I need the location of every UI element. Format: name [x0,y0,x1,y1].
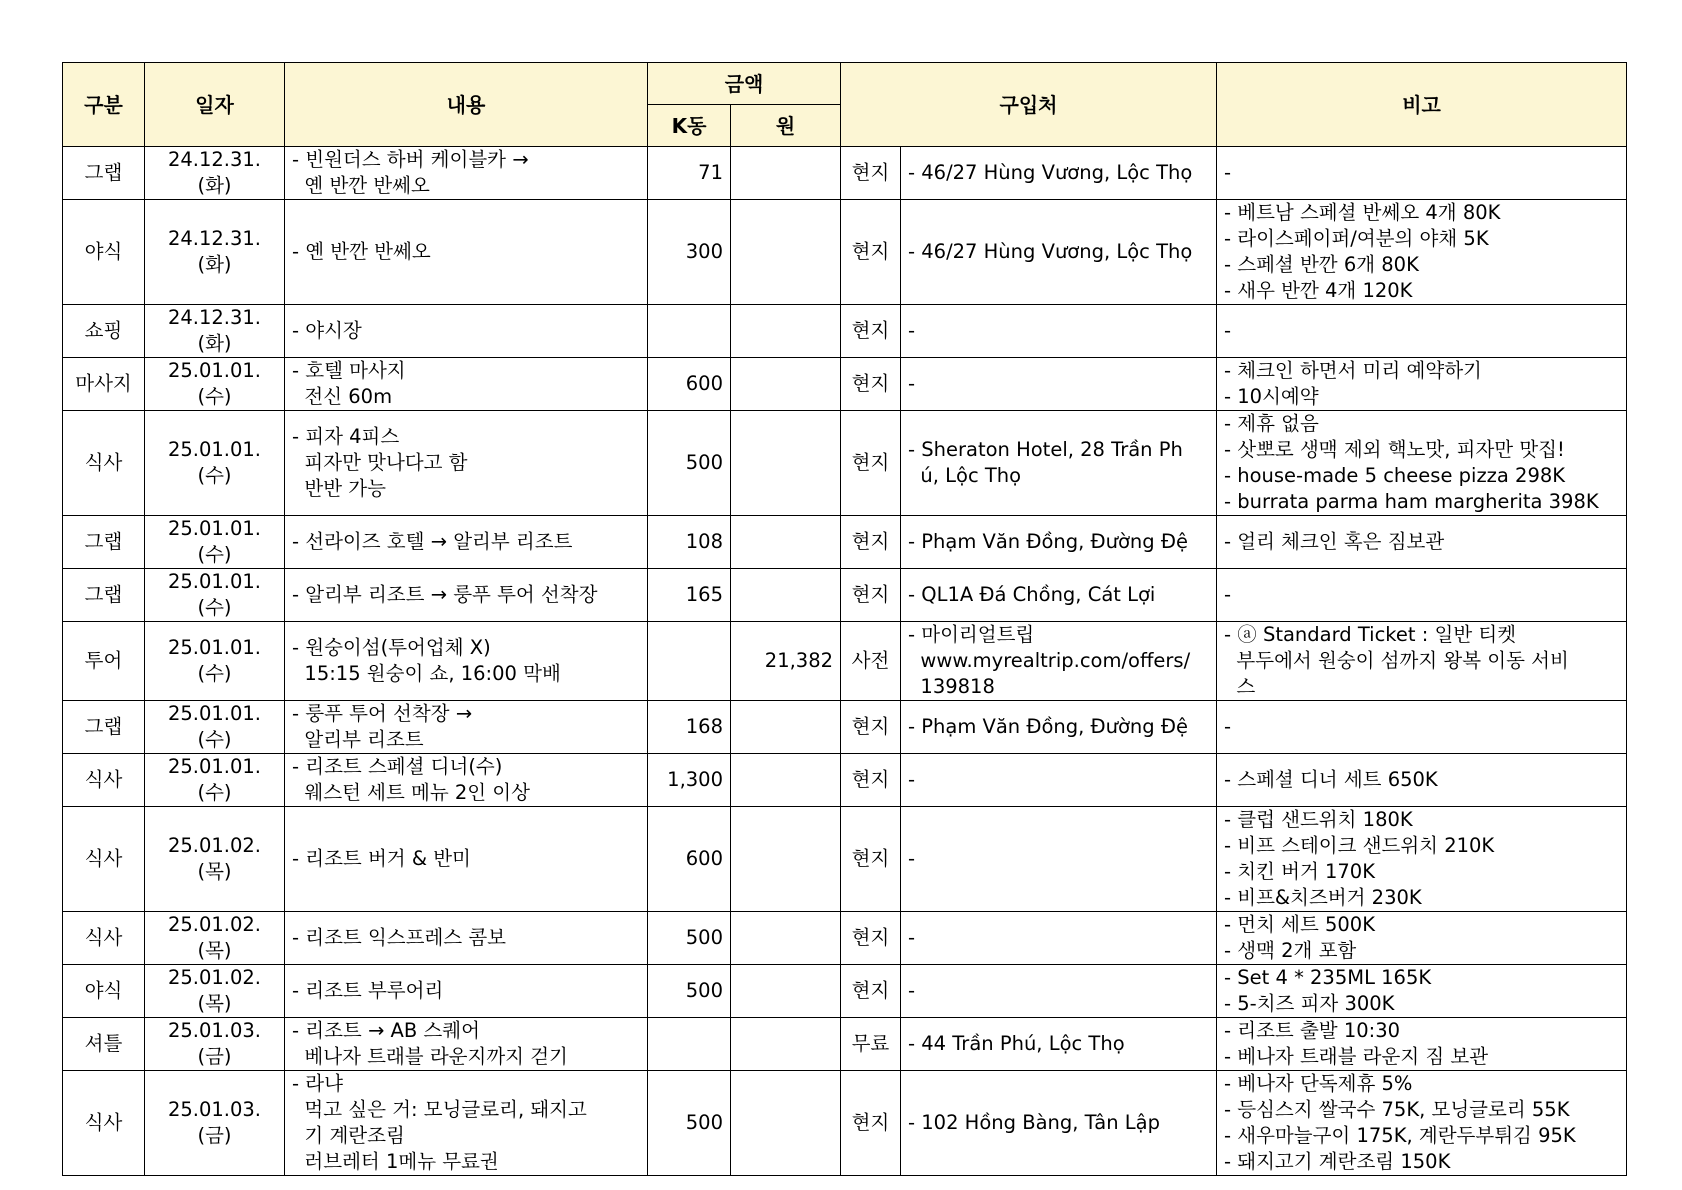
header-amount-k: K동 [648,105,731,147]
amount-k-cell: 71 [648,147,731,200]
note-cell-line: - Set 4 * 235ML 165K [1224,966,1432,989]
note-cell-line: - 5-치즈 피자 300K [1224,992,1395,1015]
category-cell: 식사 [63,1071,145,1176]
note-cell-line: - 베나자 단독제휴 5% [1224,1072,1413,1095]
note-cell [1217,807,1627,912]
purchase-type-cell: 현지 [841,569,901,622]
note-cell [1217,912,1627,965]
place-cell [901,622,1217,701]
note-cell-line: - [1224,161,1232,184]
note-cell [1217,701,1627,754]
note-cell-line: - 스페셜 디너 세트 650K [1224,768,1438,791]
category-cell: 쇼핑 [63,305,145,358]
content-cell-line: 옌 반깐 반쎄오 [292,174,430,197]
purchase-type-cell: 현지 [841,305,901,358]
note-cell-line: - 리조트 출발 10:30 [1224,1019,1401,1042]
content-cell-line: - 라냐 [292,1072,343,1095]
date-cell: 25.01.01.(수) [145,622,285,701]
header-note: 비고 [1217,63,1627,147]
note-cell-line: - 체크인 하면서 미리 예약하기 [1224,359,1482,382]
amount-k-cell [648,622,731,701]
note-cell-line: - 비프&치즈버거 230K [1224,886,1422,909]
place-cell [901,807,1217,912]
place-cell-line: - [908,372,916,395]
note-cell [1217,358,1627,411]
place-cell [901,358,1217,411]
note-cell-line: - [1224,583,1232,606]
note-cell [1217,622,1627,701]
amount-k-cell: 108 [648,516,731,569]
note-cell-line: - 치킨 버거 170K [1224,860,1376,883]
note-cell-line: - 생맥 2개 포함 [1224,939,1357,962]
note-cell-line: - [1224,319,1232,342]
purchase-type-cell: 현지 [841,912,901,965]
amount-won-cell [731,200,841,305]
purchase-type-cell: 현지 [841,965,901,1018]
note-cell-line: - 새우마늘구이 175K, 계란두부튀김 95K [1224,1124,1576,1147]
note-cell [1217,1018,1627,1071]
purchase-type-cell: 무료 [841,1018,901,1071]
category-cell: 그랩 [63,516,145,569]
place-cell-line: - 102 Hồng Bàng, Tân Lập [908,1111,1160,1134]
category-cell: 식사 [63,807,145,912]
category-cell: 그랩 [63,701,145,754]
amount-won-cell [731,1018,841,1071]
purchase-type-cell: 현지 [841,1071,901,1176]
amount-won-cell: 21,382 [731,622,841,701]
note-cell-line: - 삿뽀로 생맥 제외 핵노맛, 피자만 맛집! [1224,438,1565,461]
amount-k-cell: 600 [648,358,731,411]
note-cell [1217,411,1627,516]
purchase-type-cell: 사전 [841,622,901,701]
content-cell-line: - 리조트 부루어리 [292,979,444,1002]
amount-k-cell: 600 [648,807,731,912]
amount-k-cell: 500 [648,1071,731,1176]
content-cell-line: 베나자 트래블 라운지까지 걷기 [292,1045,568,1068]
content-cell-line: - 리조트 스페셜 디너(수) [292,755,503,778]
content-cell-line: - 리조트 익스프레스 콤보 [292,926,507,949]
date-cell: 24.12.31.(화) [145,200,285,305]
date-cell: 25.01.01.(수) [145,358,285,411]
category-cell: 마사지 [63,358,145,411]
table-row [63,411,1627,516]
amount-k-cell: 1,300 [648,754,731,807]
note-cell-line: - 베트남 스페셜 반쎄오 4개 80K [1224,201,1501,224]
purchase-type-cell: 현지 [841,358,901,411]
amount-won-cell [731,569,841,622]
note-cell-line: - 10시예약 [1224,385,1319,408]
header-content: 내용 [285,63,648,147]
content-cell-line: 15:15 원숭이 쇼, 16:00 막배 [292,662,561,685]
content-cell [285,754,648,807]
note-cell-line: - house-made 5 cheese pizza 298K [1224,464,1566,487]
amount-k-cell [648,1018,731,1071]
date-cell: 25.01.02.(목) [145,912,285,965]
content-cell [285,701,648,754]
place-cell-line: - [908,768,916,791]
place-cell-line: ú, Lộc Thọ [908,464,1022,487]
content-cell [285,358,648,411]
table-row [63,807,1627,912]
category-cell: 식사 [63,411,145,516]
date-cell: 25.01.02.(목) [145,807,285,912]
content-cell [285,1071,648,1176]
note-cell-line: - 제휴 없음 [1224,412,1319,435]
header-amount: 금액 [648,63,841,105]
table-row [63,569,1627,622]
note-cell [1217,200,1627,305]
place-cell-line: - [908,979,916,1002]
note-cell [1217,569,1627,622]
place-cell [901,411,1217,516]
table-row [63,516,1627,569]
table-row [63,912,1627,965]
content-cell-line: 웨스턴 세트 메뉴 2인 이상 [292,781,530,804]
date-cell: 24.12.31.(화) [145,305,285,358]
category-cell: 그랩 [63,147,145,200]
content-cell [285,569,648,622]
amount-won-cell [731,305,841,358]
content-cell-line: - 빈원더스 하버 케이블카 → [292,148,529,171]
content-cell-line: 반반 가능 [292,477,386,500]
table-row [63,754,1627,807]
place-cell [901,516,1217,569]
content-cell-line: 러브레터 1메뉴 무료권 [292,1150,499,1173]
header-date: 일자 [145,63,285,147]
content-cell [285,965,648,1018]
category-cell: 그랩 [63,569,145,622]
date-cell: 25.01.02.(목) [145,965,285,1018]
note-cell-line: - ⓐ Standard Ticket : 일반 티켓 [1224,623,1517,646]
amount-won-cell [731,701,841,754]
purchase-type-cell: 현지 [841,516,901,569]
purchase-type-cell: 현지 [841,147,901,200]
place-cell [901,1071,1217,1176]
place-cell [901,305,1217,358]
category-cell: 투어 [63,622,145,701]
note-cell-line: - 라이스페이퍼/여분의 야채 5K [1224,227,1489,250]
note-cell-line: 스 [1224,675,1256,698]
amount-won-cell [731,358,841,411]
note-cell-line: - 스페셜 반깐 6개 80K [1224,253,1419,276]
content-cell [285,622,648,701]
purchase-type-cell: 현지 [841,754,901,807]
content-cell-line: - 룽푸 투어 선착장 → [292,702,473,725]
purchase-type-cell: 현지 [841,200,901,305]
amount-k-cell: 500 [648,912,731,965]
amount-won-cell [731,516,841,569]
note-cell-line: - [1224,715,1232,738]
amount-won-cell [731,411,841,516]
amount-won-cell [731,754,841,807]
place-cell-line: - Phạm Văn Đồng, Đường Đệ [908,530,1188,553]
purchase-type-cell: 현지 [841,807,901,912]
header-place: 구입처 [841,63,1217,147]
place-cell [901,200,1217,305]
place-cell-line: - 44 Trần Phú, Lộc Thọ [908,1032,1125,1055]
date-cell: 25.01.01.(수) [145,701,285,754]
table-row [63,358,1627,411]
note-cell-line: - 얼리 체크인 혹은 짐보관 [1224,530,1445,553]
content-cell-line: 먹고 싶은 거: 모닝글로리, 돼지고 [292,1098,587,1121]
date-cell: 25.01.01.(수) [145,754,285,807]
amount-won-cell [731,1071,841,1176]
category-cell: 셔틀 [63,1018,145,1071]
note-cell [1217,1071,1627,1176]
place-cell [901,701,1217,754]
note-cell-line: - 베나자 트래블 라운지 짐 보관 [1224,1045,1489,1068]
date-cell: 25.01.01.(수) [145,569,285,622]
table-row [63,1018,1627,1071]
place-cell-line: - [908,319,916,342]
content-cell-line: 알리부 리조트 [292,728,424,751]
expense-table [62,62,1627,1176]
content-cell-line: 기 계란조림 [292,1124,405,1147]
table-row [63,701,1627,754]
amount-k-cell [648,305,731,358]
purchase-type-cell: 현지 [841,701,901,754]
table-row [63,147,1627,200]
content-cell [285,147,648,200]
note-cell-line: - burrata parma ham margherita 398K [1224,490,1599,513]
note-cell [1217,147,1627,200]
content-cell [285,516,648,569]
purchase-type-cell: 현지 [841,411,901,516]
place-cell [901,754,1217,807]
note-cell [1217,305,1627,358]
content-cell [285,807,648,912]
date-cell: 25.01.03.(금) [145,1018,285,1071]
note-cell-line: - 등심스지 쌀국수 75K, 모닝글로리 55K [1224,1098,1570,1121]
header-amount-won: 원 [731,105,841,147]
content-cell-line: - 리조트 → AB 스퀘어 [292,1019,480,1042]
amount-won-cell [731,147,841,200]
place-cell-line: - [908,926,916,949]
date-cell: 25.01.03.(금) [145,1071,285,1176]
note-cell-line: - 비프 스테이크 샌드위치 210K [1224,834,1495,857]
content-cell-line: - 알리부 리조트 → 룽푸 투어 선착장 [292,583,598,606]
category-cell: 식사 [63,912,145,965]
place-cell-line: - 46/27 Hùng Vương, Lộc Thọ [908,161,1193,184]
amount-k-cell: 168 [648,701,731,754]
amount-k-cell: 500 [648,965,731,1018]
category-cell: 야식 [63,200,145,305]
note-cell-line: - 먼치 세트 500K [1224,913,1376,936]
amount-k-cell: 300 [648,200,731,305]
content-cell-line: 전신 60m [292,385,393,408]
table-row [63,1071,1627,1176]
date-cell: 25.01.01.(수) [145,411,285,516]
place-cell [901,569,1217,622]
place-cell-line: - Sheraton Hotel, 28 Trần Ph [908,438,1183,461]
category-cell: 식사 [63,754,145,807]
content-cell [285,305,648,358]
content-cell-line: - 피자 4피스 [292,425,400,448]
note-cell [1217,516,1627,569]
date-cell: 24.12.31.(화) [145,147,285,200]
note-cell-line: - 클럽 샌드위치 180K [1224,808,1413,831]
table-body [63,147,1627,1176]
place-cell [901,147,1217,200]
place-cell [901,912,1217,965]
place-cell-line: 139818 [908,675,995,698]
place-cell-line: - 46/27 Hùng Vương, Lộc Thọ [908,240,1193,263]
note-cell-line: - 새우 반깐 4개 120K [1224,279,1413,302]
category-cell: 야식 [63,965,145,1018]
amount-k-cell: 165 [648,569,731,622]
place-cell [901,1018,1217,1071]
note-cell [1217,965,1627,1018]
header-category: 구분 [63,63,145,147]
table-row [63,305,1627,358]
place-cell-line: - 마이리얼트립 [908,623,1035,646]
place-cell-line: - QL1A Đá Chồng, Cát Lợi [908,583,1156,606]
content-cell [285,411,648,516]
place-cell [901,965,1217,1018]
amount-won-cell [731,965,841,1018]
note-cell [1217,754,1627,807]
place-cell-line: - Phạm Văn Đồng, Đường Đệ [908,715,1188,738]
content-cell [285,912,648,965]
content-cell-line: 피자만 맛나다고 함 [292,451,468,474]
table-row [63,965,1627,1018]
place-cell-line: - [908,847,916,870]
table-row [63,200,1627,305]
place-cell-line: www.myrealtrip.com/offers/ [908,649,1191,672]
content-cell-line: - 리조트 버거 & 반미 [292,847,471,870]
note-cell-line: - 돼지고기 계란조림 150K [1224,1150,1451,1173]
note-cell-line: 부두에서 원숭이 섬까지 왕복 이동 서비 [1224,649,1569,672]
amount-k-cell: 500 [648,411,731,516]
table-row [63,622,1627,701]
content-cell-line: - 원숭이섬(투어업체 X) [292,636,491,659]
content-cell-line: - 선라이즈 호텔 → 알리부 리조트 [292,530,573,553]
amount-won-cell [731,807,841,912]
content-cell-line: - 옌 반깐 반쎄오 [292,240,431,263]
content-cell-line: - 야시장 [292,319,362,342]
content-cell-line: - 호텔 마사지 [292,359,406,382]
content-cell [285,200,648,305]
content-cell [285,1018,648,1071]
date-cell: 25.01.01.(수) [145,516,285,569]
amount-won-cell [731,912,841,965]
